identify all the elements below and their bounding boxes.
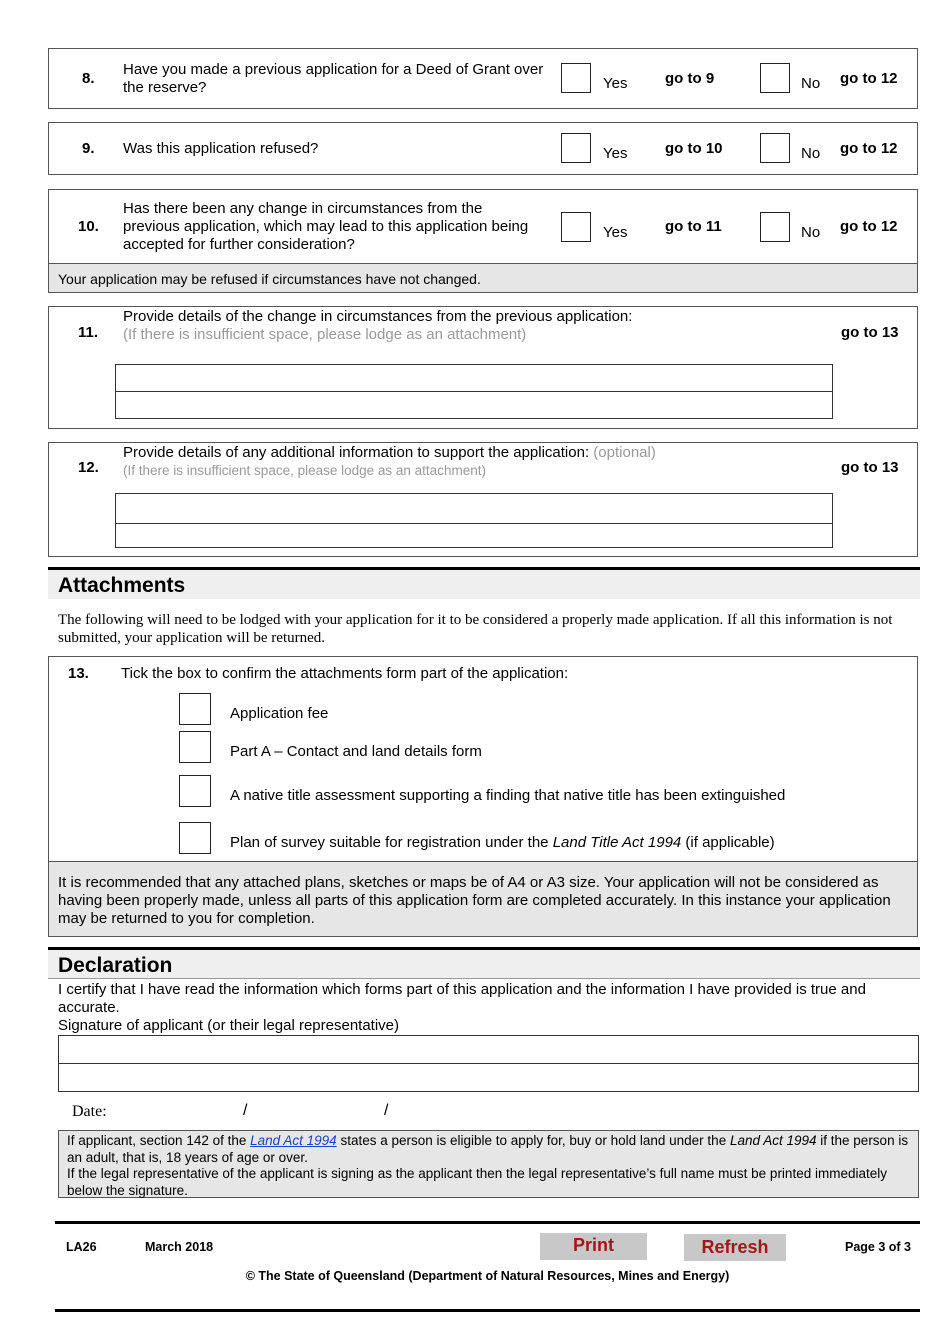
land-act-link[interactable]: Land Act 1994 bbox=[250, 1133, 337, 1148]
q8-no-goto: go to 12 bbox=[840, 70, 898, 87]
q9-no-label: No bbox=[801, 145, 821, 162]
attachments-intro: The following will need to be lodged with your application for it to be considered a properly made application. If all this information is not submitted, your application will be returned. bbox=[58, 612, 893, 646]
question-13-text: Tick the box to confirm the attachments form part of the application: bbox=[121, 665, 569, 682]
q8-no-checkbox[interactable] bbox=[760, 63, 790, 93]
q10-no-label: No bbox=[801, 224, 821, 241]
survey-plan-text-pre: Plan of survey suitable for registration under the bbox=[230, 834, 553, 851]
note-p1-post: if the person is an adult, that is, 18 years of age or over. bbox=[67, 1133, 909, 1165]
q12-optional: (optional) bbox=[593, 444, 656, 461]
date-separator-1: / bbox=[243, 1102, 248, 1119]
question-9-text: Was this application refused? bbox=[123, 140, 319, 157]
print-button[interactable]: Print bbox=[540, 1233, 647, 1260]
q12-goto: go to 13 bbox=[841, 459, 899, 476]
q8-yes-goto: go to 9 bbox=[665, 70, 715, 87]
attachment-native-title-checkbox[interactable] bbox=[179, 775, 211, 807]
footer-page-number: Page 3 of 3 bbox=[845, 1240, 911, 1254]
q9-no-checkbox[interactable] bbox=[760, 133, 790, 163]
question-8-text: Have you made a previous application for a Deed of Grant over the reserve? bbox=[123, 61, 544, 96]
footer-top-rule bbox=[55, 1221, 920, 1224]
q10-no-goto: go to 12 bbox=[840, 218, 898, 235]
question-12-number: 12. bbox=[78, 459, 99, 476]
declaration-note bbox=[58, 1130, 919, 1198]
signature-line-1[interactable] bbox=[58, 1035, 919, 1064]
q8-yes-label: Yes bbox=[603, 75, 628, 92]
refresh-button[interactable]: Refresh bbox=[684, 1234, 786, 1261]
question-13-number: 13. bbox=[68, 665, 89, 682]
survey-plan-act-name: Land Title Act 1994 bbox=[552, 834, 682, 851]
date-month-field[interactable] bbox=[255, 1100, 377, 1122]
q11-goto: go to 13 bbox=[841, 324, 899, 341]
note-p1-pre: If applicant, section 142 of the bbox=[67, 1133, 251, 1148]
date-label: Date: bbox=[72, 1103, 107, 1120]
attachments-heading bbox=[48, 567, 920, 599]
question-8-number: 8. bbox=[82, 70, 95, 87]
note-p1-act: Land Act 1994 bbox=[729, 1133, 817, 1148]
declaration-note-p1 bbox=[67, 1133, 912, 1166]
q11-details-line-1[interactable] bbox=[115, 364, 833, 392]
date-separator-2: / bbox=[384, 1102, 389, 1119]
question-9-number: 9. bbox=[82, 140, 95, 157]
q9-yes-label: Yes bbox=[603, 145, 628, 162]
q9-yes-checkbox[interactable] bbox=[561, 133, 591, 163]
attachment-fee-checkbox[interactable] bbox=[179, 693, 211, 725]
q8-no-label: No bbox=[801, 75, 821, 92]
footer-form-code: LA26 bbox=[66, 1240, 97, 1254]
q9-yes-goto: go to 10 bbox=[665, 140, 723, 157]
date-day-field[interactable] bbox=[120, 1100, 238, 1122]
signature-line-2[interactable] bbox=[58, 1063, 919, 1092]
declaration-heading-text: Declaration bbox=[58, 954, 173, 977]
footer-copyright: © The State of Queensland (Department of Natural Resources, Mines and Energy) bbox=[245, 1269, 730, 1283]
q9-no-goto: go to 12 bbox=[840, 140, 898, 157]
attachment-survey-plan-label bbox=[230, 834, 775, 851]
question-10-number: 10. bbox=[78, 218, 99, 235]
attachments-note bbox=[48, 861, 918, 937]
question-10-text: Has there been any change in circumstances from the previous application, which may lead to this application being accepted for further consideration? bbox=[123, 200, 529, 253]
footer-bottom-rule bbox=[55, 1309, 920, 1312]
q10-yes-label: Yes bbox=[603, 224, 628, 241]
signature-label: Signature of applicant (or their legal representative) bbox=[58, 1017, 400, 1034]
q11-prompt: Provide details of the change in circumstances from the previous application: bbox=[123, 308, 633, 325]
q10-note-text: Your application may be refused if circumstances have not changed. bbox=[58, 271, 481, 287]
question-12-text bbox=[123, 444, 823, 480]
survey-plan-text-post: (if applicable) bbox=[681, 834, 775, 851]
attachment-native-title-label: A native title assessment supporting a finding that native title has been extinguished bbox=[230, 787, 786, 804]
declaration-certify: I certify that I have read the information which forms part of this application and the information I have provided is true and accurate. bbox=[58, 981, 866, 1016]
q12-prompt: Provide details of any additional information to support the application: bbox=[123, 444, 590, 461]
date-year-field[interactable] bbox=[396, 1100, 526, 1122]
q11-hint: (If there is insufficient space, please lodge as an attachment) bbox=[123, 326, 527, 343]
q12-hint: (If there is insufficient space, please lodge as an attachment) bbox=[123, 463, 486, 478]
question-11-number: 11. bbox=[78, 324, 99, 341]
attachments-heading-text: Attachments bbox=[58, 574, 186, 597]
q12-details-line-1[interactable] bbox=[115, 493, 833, 524]
q12-details-line-2[interactable] bbox=[115, 523, 833, 548]
attachment-survey-plan-checkbox[interactable] bbox=[179, 822, 211, 854]
q11-details-line-2[interactable] bbox=[115, 391, 833, 419]
attachments-note-text: It is recommended that any attached plans, sketches or maps be of A4 or A3 size. Your application will not be considered as having been properly made, unless all parts of this application form are completed accurately. In this instance your application may be returned to you for completion. bbox=[58, 874, 891, 927]
attachment-part-a-label: Part A – Contact and land details form bbox=[230, 743, 482, 760]
question-11-text bbox=[123, 308, 823, 344]
attachment-part-a-checkbox[interactable] bbox=[179, 731, 211, 763]
q10-no-checkbox[interactable] bbox=[760, 212, 790, 242]
q10-note bbox=[48, 263, 918, 293]
q8-yes-checkbox[interactable] bbox=[561, 63, 591, 93]
attachment-fee-label: Application fee bbox=[230, 705, 329, 722]
footer-date: March 2018 bbox=[145, 1240, 214, 1254]
q10-yes-checkbox[interactable] bbox=[561, 212, 591, 242]
q10-yes-goto: go to 11 bbox=[665, 218, 722, 235]
declaration-note-p2: If the legal representative of the applicant is signing as the applicant then the legal representative’s full name must be printed immediately below the signature. bbox=[67, 1166, 887, 1198]
note-p1-mid: states a person is eligible to apply for, buy or hold land under the bbox=[336, 1133, 730, 1148]
declaration-heading bbox=[48, 947, 920, 979]
